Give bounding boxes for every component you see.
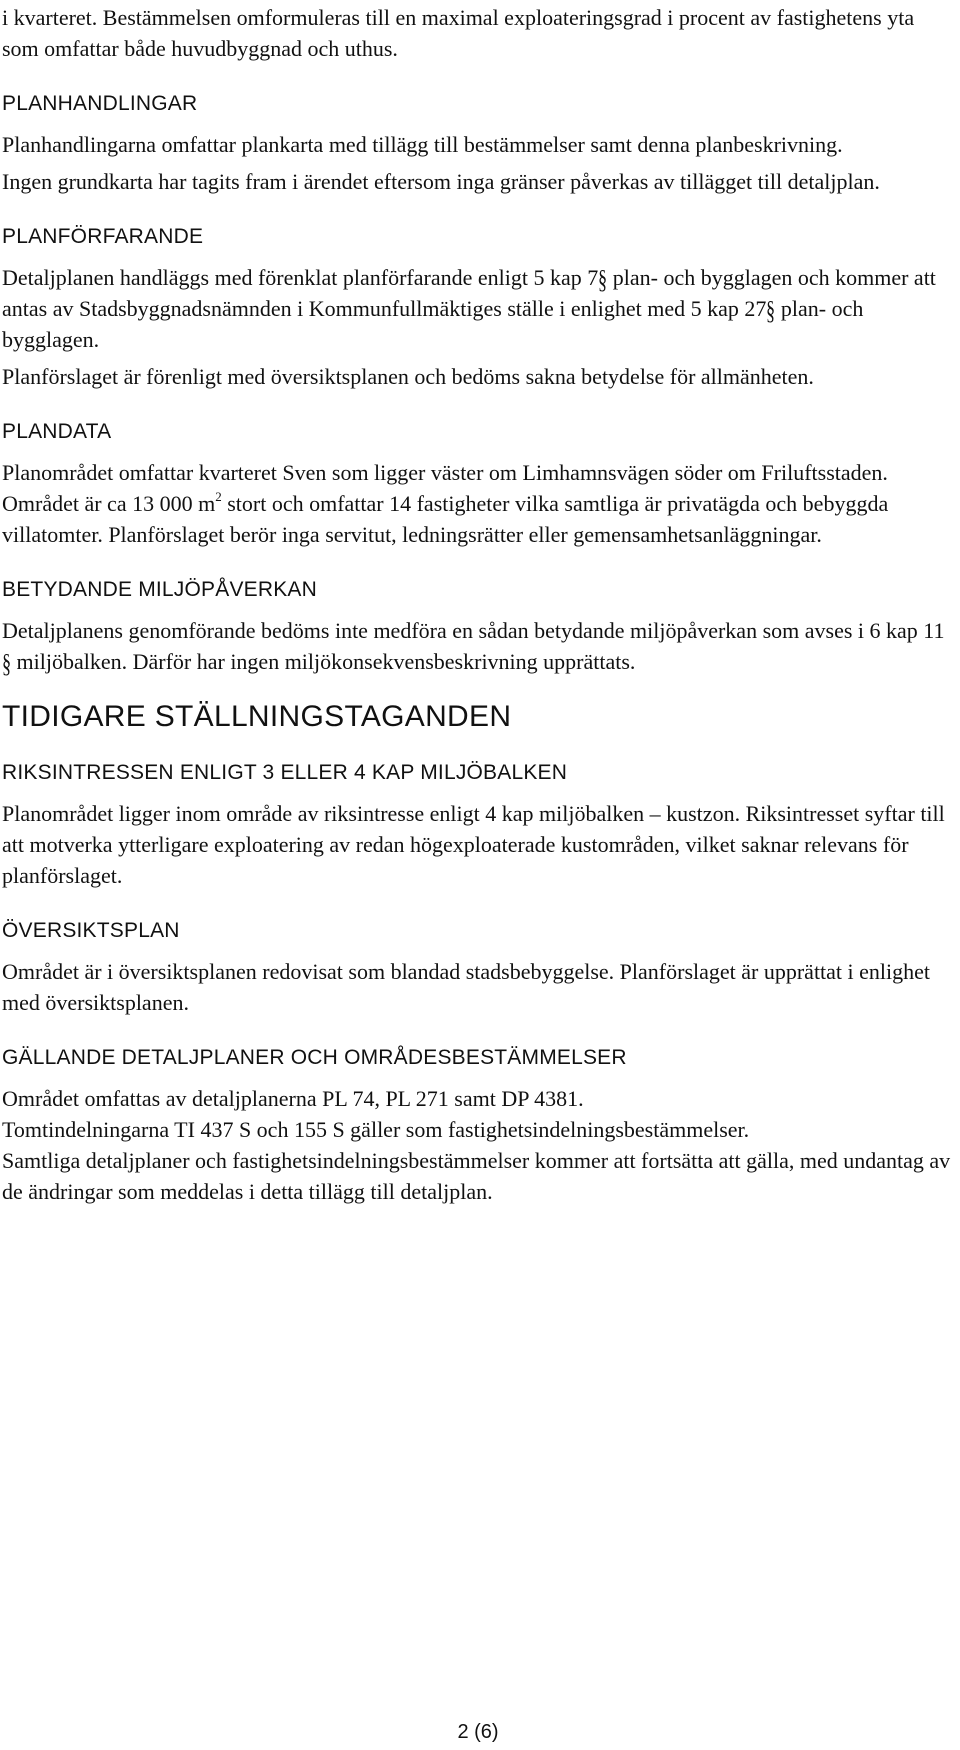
- heading-plandata: PLANDATA: [2, 420, 112, 443]
- planhandlingar-paragraph-1: Planhandlingarna omfattar plankarta med tillägg till bestämmelser samt denna planbeskrivning.: [2, 132, 843, 157]
- gallande-line-2: Tomtindelningarna TI 437 S och 155 S gäller som fastighetsindelningsbestämmelser.: [2, 1117, 750, 1142]
- plandata-text-a: Planområdet omfattar kvarteret Sven som ligger väster om Limhamnsvägen söder om Friluftsstaden. Området är ca 13 000 m: [2, 460, 888, 516]
- section-sign-icon: §: [598, 265, 608, 294]
- heading-tidigare-stallningstaganden: TIDIGARE STÄLLNINGSTAGANDEN: [2, 700, 512, 733]
- intro-paragraph: i kvarteret. Bestämmelsen omformuleras till en maximal exploateringsgrad i procent av fastighetens yta som omfattar både huvudbyggnad och uthus.: [2, 5, 915, 61]
- gallande-paragraph: [2, 1083, 952, 1207]
- plandata-paragraph: [2, 457, 952, 550]
- planforfarande-text-b: plan- och bygglagen och kommer att antas av Stadsbyggnadsnämnden i Kommunfullmäktiges ställe i enlighet med 5 kap 27: [2, 265, 936, 321]
- page-number: 2 (6): [457, 1721, 499, 1743]
- heading-planhandlingar: PLANHANDLINGAR: [2, 92, 198, 115]
- heading-oversiktsplan: ÖVERSIKTSPLAN: [2, 919, 180, 942]
- heading-gallande-detaljplaner: GÄLLANDE DETALJPLANER OCH OMRÅDESBESTÄMMELSER: [2, 1046, 627, 1069]
- planforfarande-paragraph-2: Planförslaget är förenligt med översiktsplanen och bedöms sakna betydelse för allmänheten.: [2, 364, 814, 389]
- superscript-2: 2: [215, 489, 222, 504]
- planforfarande-text-a: Detaljplanen handläggs med förenklat planförfarande enligt 5 kap 7: [2, 265, 599, 290]
- planhandlingar-paragraph-2: Ingen grundkarta har tagits fram i ärendet eftersom inga gränser påverkas av tillägget till detaljplan.: [2, 169, 880, 194]
- page-footer: [0, 1720, 960, 1744]
- gallande-line-1: Området omfattas av detaljplanerna PL 74, PL 271 samt DP 4381.: [2, 1086, 584, 1111]
- gallande-line-3: Samtliga detaljplaner och fastighetsindelningsbestämmelser kommer att fortsätta att gälla, med undantag av de ändringar som meddelas i detta tillägg till detaljplan.: [2, 1148, 951, 1204]
- riksintressen-paragraph: Planområdet ligger inom område av riksintresse enligt 4 kap miljöbalken – kustzon. Riksintresset syftar till att motverka ytterligare exploatering av redan högexploaterade kustområden, vilket saknar relevans för planförslaget.: [2, 801, 945, 888]
- section-sign-icon: §: [1, 649, 12, 678]
- plandata-text-b: stort och omfattar 14 fastigheter vilka samtliga är privatägda och bebyggda villatomter. Planförslaget berör inga servitut, ledningsrätter eller gemensamhetsanläggningar.: [2, 491, 889, 547]
- heading-riksintressen: RIKSINTRESSEN ENLIGT 3 ELLER 4 KAP MILJÖBALKEN: [2, 761, 568, 784]
- heading-miljopaverkan: BETYDANDE MILJÖPÅVERKAN: [2, 578, 318, 601]
- planforfarande-text-c: plan- och bygglagen.: [2, 296, 864, 352]
- miljopaverkan-text-b: miljöbalken. Därför har ingen miljökonsekvensbeskrivning upprättats.: [11, 649, 636, 674]
- planforfarande-paragraph-1: [2, 262, 952, 355]
- oversiktsplan-paragraph: Området är i översiktsplanen redovisat som blandad stadsbebyggelse. Planförslaget är upprättat i enlighet med översiktsplanen.: [2, 959, 931, 1015]
- miljopaverkan-paragraph: [2, 615, 952, 677]
- heading-planforfarande: PLANFÖRFARANDE: [2, 225, 204, 248]
- miljopaverkan-text-a: Detaljplanens genomförande bedöms inte medföra en sådan betydande miljöpåverkan som avses i 6 kap 11: [2, 618, 945, 643]
- section-sign-icon: §: [766, 296, 776, 325]
